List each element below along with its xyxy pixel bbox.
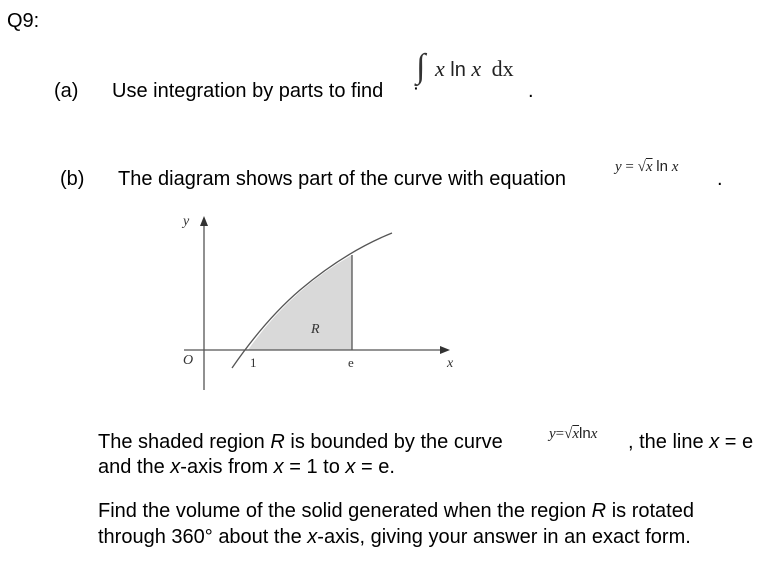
part-b-label: (b) bbox=[60, 168, 85, 190]
part-a-text: Use integration by parts to find bbox=[112, 80, 384, 102]
one-label: 1 bbox=[250, 355, 257, 370]
part-b-equation: y = √x ln x bbox=[615, 158, 679, 175]
description-line-1: The shaded region R is bounded by the curve bbox=[98, 431, 503, 453]
part-b-text: The diagram shows part of the curve with equation bbox=[118, 168, 567, 190]
y-axis-arrow bbox=[200, 216, 208, 226]
task-line-2: through 360° about the x-axis, giving your answer in an exact form. bbox=[98, 526, 691, 548]
region-label: R bbox=[311, 322, 320, 337]
part-b-end-dot: . bbox=[717, 168, 723, 190]
x-axis-label: x bbox=[447, 356, 454, 371]
part-a-end-dot: . bbox=[528, 80, 534, 102]
description-line-1-end: , the line x = e bbox=[628, 431, 754, 453]
description-equation: y=√xlnx bbox=[549, 425, 598, 442]
e-label: e bbox=[348, 355, 354, 370]
x-axis-arrow bbox=[440, 346, 450, 354]
y-axis-label: y bbox=[183, 214, 190, 229]
question-number: Q9: bbox=[7, 10, 40, 32]
integral-sign: ∫ bbox=[416, 48, 426, 85]
origin-label: O bbox=[183, 353, 194, 368]
part-a-label: (a) bbox=[54, 80, 79, 102]
description-line-2: and the x-axis from x = 1 to x = e. bbox=[98, 456, 395, 478]
curve-diagram bbox=[170, 200, 470, 400]
task-line-1: Find the volume of the solid generated when the region R is rotated bbox=[98, 500, 694, 522]
shaded-region-r bbox=[248, 255, 352, 350]
